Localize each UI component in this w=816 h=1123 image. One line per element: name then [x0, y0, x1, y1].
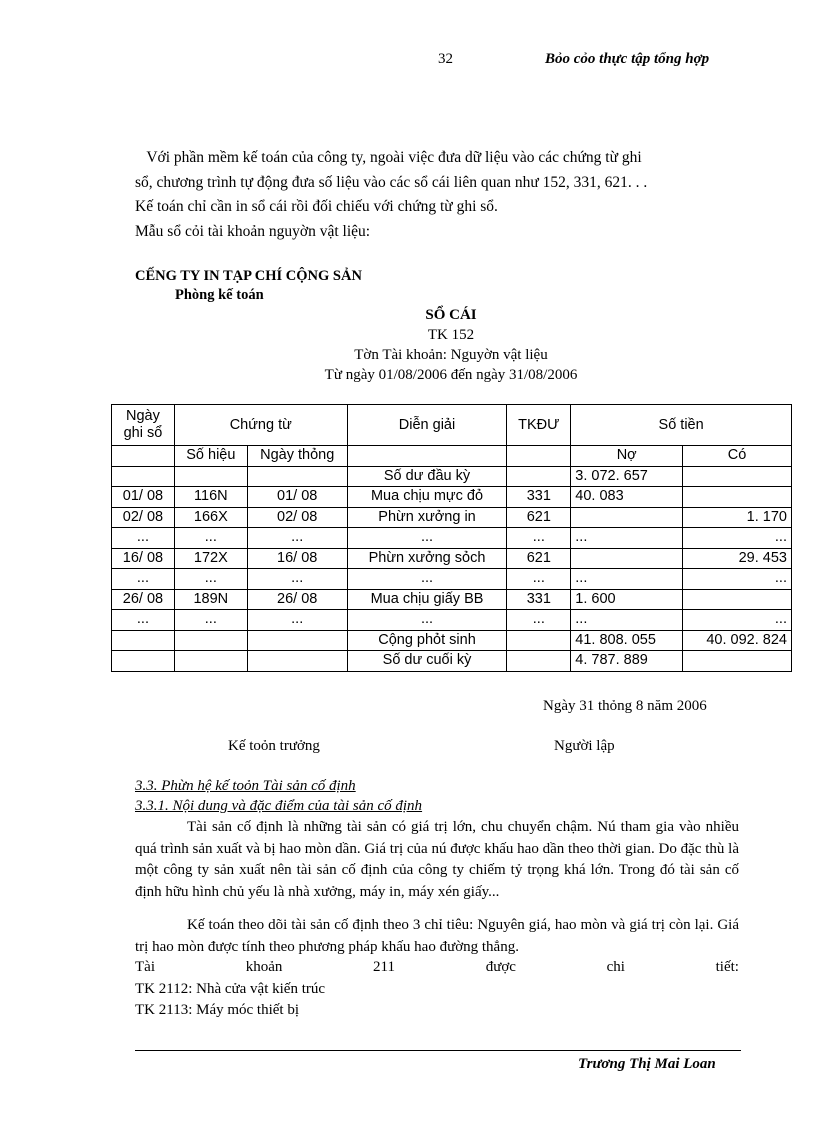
- table-cell: 40. 092. 824: [683, 630, 792, 651]
- table-cell: 166X: [174, 507, 247, 528]
- header-title: Bỏo cỏo thực tập tổng hợp: [545, 51, 710, 67]
- ledger-title: SỔ CÁI: [425, 307, 477, 323]
- detail-word: được: [485, 959, 516, 975]
- table-cell: ...: [571, 528, 683, 549]
- table-row: [112, 507, 792, 528]
- table-cell: 1. 600: [571, 589, 683, 610]
- table-cell: 621: [507, 548, 571, 569]
- detail-word: tiết:: [715, 959, 739, 975]
- company-name: CẾNG TY IN TẠP CHÍ CỘNG SẢN: [135, 268, 362, 284]
- table-cell: Mua chịu giấy BB: [347, 589, 507, 610]
- table-cell: [247, 630, 347, 651]
- table-cell: ...: [112, 569, 175, 590]
- table-cell: [683, 466, 792, 487]
- table-cell: [683, 651, 792, 672]
- header-voucher-no: Số hiệu: [174, 446, 247, 467]
- table-cell: ...: [347, 528, 507, 549]
- body-paragraph: Tài sản cố định là những tài sản có giá trị lớn, chu chuyển chậm. Nú tham gia vào nhiều quá trình sản xuất và bị hao mòn dần. Giá trị của nú được khấu hao dần theo thời gian. Do đặc thù là một công ty sản xuất nên tài sản cố định của công ty chiếm tỷ trọng khá lớn. Trong đó tài sản cố định hữu hình chủ yếu là nhà xưởng, máy in, máy xén giấy...: [135, 819, 739, 900]
- header-voucher-date: Ngày thỏng: [247, 446, 347, 467]
- table-cell: [174, 651, 247, 672]
- table-cell: [507, 630, 571, 651]
- intro-paragraph: [135, 146, 739, 244]
- table-subheader-row: [112, 446, 792, 467]
- table-cell: ...: [174, 569, 247, 590]
- table-cell: Phừn xưởng in: [347, 507, 507, 528]
- ledger-account-name: Tờn Tài khoản: Nguyờn vật liệu: [354, 347, 548, 363]
- table-cell: ...: [683, 569, 792, 590]
- table-cell: ...: [507, 569, 571, 590]
- table-cell: 1. 170: [683, 507, 792, 528]
- detail-word: Tài: [135, 959, 155, 975]
- table-cell: [112, 651, 175, 672]
- table-cell: ...: [571, 569, 683, 590]
- table-cell: [247, 466, 347, 487]
- account-2113: TK 2113: Máy móc thiết bị: [135, 1002, 300, 1018]
- table-cell: Số dư cuối kỳ: [347, 651, 507, 672]
- table-cell: 02/ 08: [112, 507, 175, 528]
- table-cell: [507, 651, 571, 672]
- chief-accountant-label: Kế toỏn trưởng: [228, 738, 320, 754]
- table-cell: ...: [247, 528, 347, 549]
- table-cell: ...: [507, 610, 571, 631]
- table-cell: 4. 787. 889: [571, 651, 683, 672]
- table-cell: ...: [174, 610, 247, 631]
- table-cell: 331: [507, 589, 571, 610]
- table-cell: [112, 630, 175, 651]
- table-cell: ...: [247, 610, 347, 631]
- signature-date: Ngày 31 thỏng 8 năm 2006: [543, 698, 707, 714]
- table-cell: Mua chịu mực đỏ: [347, 487, 507, 508]
- table-cell: 172X: [174, 548, 247, 569]
- header-credit: Có: [683, 446, 792, 467]
- detail-word: 211: [373, 959, 395, 975]
- table-cell: 16/ 08: [112, 548, 175, 569]
- table-cell: [571, 507, 683, 528]
- table-header-row: [112, 405, 792, 446]
- table-row: [112, 466, 792, 487]
- table-row: [112, 630, 792, 651]
- table-cell: [112, 466, 175, 487]
- table-row: [112, 589, 792, 610]
- ledger-table: [111, 404, 792, 672]
- table-cell: ...: [683, 610, 792, 631]
- table-cell: ...: [247, 569, 347, 590]
- table-row: [112, 569, 792, 590]
- table-cell: ...: [112, 610, 175, 631]
- table-row: [112, 548, 792, 569]
- table-cell: 331: [507, 487, 571, 508]
- table-cell: Số dư đầu kỳ: [347, 466, 507, 487]
- intro-line: Kế toán chỉ cần in sổ cái rồi đối chiếu với chứng từ ghi sổ.: [135, 198, 498, 215]
- subsection-heading: 3.3.1. Nội dung và đặc điểm của tài sản cố định: [135, 798, 423, 814]
- table-row: [112, 651, 792, 672]
- account-detail-line: [135, 957, 739, 979]
- header-description: Diễn giải: [347, 405, 507, 446]
- table-cell: 116N: [174, 487, 247, 508]
- account-detail-block: [135, 957, 739, 1022]
- header-voucher: Chứng từ: [174, 405, 347, 446]
- table-row: [112, 610, 792, 631]
- table-cell: ...: [174, 528, 247, 549]
- table-cell: 01/ 08: [247, 487, 347, 508]
- intro-line: Mẫu sổ cỏi tài khoản nguyờn vật liệu:: [135, 222, 371, 240]
- table-cell: [571, 548, 683, 569]
- detail-word: chi: [606, 959, 625, 975]
- footer-divider: [135, 1050, 741, 1051]
- table-cell: [174, 466, 247, 487]
- table-cell: 621: [507, 507, 571, 528]
- table-cell: ...: [683, 528, 792, 549]
- account-2112: TK 2112: Nhà cửa vật kiến trúc: [135, 980, 326, 997]
- table-cell: ...: [507, 528, 571, 549]
- table-row: [112, 528, 792, 549]
- header-debit: Nợ: [571, 446, 683, 467]
- intro-line: Với phần mềm kế toán của công ty, ngoài việc đưa dữ liệu vào các chứng từ ghi: [135, 149, 642, 166]
- department-name: Phòng kế toán: [175, 287, 264, 303]
- section-heading: 3.3. Phừn hệ kế toỏn Tài sản cố định: [135, 778, 356, 794]
- table-row: [112, 487, 792, 508]
- ledger-body: [112, 466, 792, 671]
- page-number: 32: [438, 51, 453, 67]
- header-contra-account: TKĐƯ: [507, 405, 571, 446]
- table-cell: 26/ 08: [112, 589, 175, 610]
- body-paragraph: Kế toán theo dõi tài sản cố định theo 3 chỉ tiêu: Nguyên giá, hao mòn và giá trị còn lại. Giá trị hao mòn được tính theo phương pháp khấu hao đường thẳng.: [135, 917, 739, 955]
- preparer-label: Người lập: [554, 738, 615, 754]
- ledger-period: Từ ngày 01/08/2006 đến ngày 31/08/2006: [324, 367, 578, 383]
- table-cell: ...: [571, 610, 683, 631]
- table-cell: ...: [347, 610, 507, 631]
- header-amount: Số tiền: [571, 405, 792, 446]
- table-cell: 26/ 08: [247, 589, 347, 610]
- table-cell: 01/ 08: [112, 487, 175, 508]
- table-cell: Phừn xưởng sỏch: [347, 548, 507, 569]
- detail-word: khoản: [245, 959, 283, 975]
- table-cell: ...: [112, 528, 175, 549]
- table-cell: [247, 651, 347, 672]
- table-cell: [174, 630, 247, 651]
- table-cell: [683, 487, 792, 508]
- intro-line: sổ, chương trình tự động đưa số liệu vào các sổ cái liên quan như 152, 331, 621. . .: [135, 173, 648, 191]
- table-cell: 29. 453: [683, 548, 792, 569]
- ledger-account: TK 152: [427, 327, 475, 343]
- table-cell: 41. 808. 055: [571, 630, 683, 651]
- table-cell: 189N: [174, 589, 247, 610]
- table-cell: [683, 589, 792, 610]
- table-cell: Cộng phỏt sinh: [347, 630, 507, 651]
- footer-author: Trương Thị Mai Loan: [578, 1056, 716, 1072]
- table-cell: ...: [347, 569, 507, 590]
- header-date: Ngày ghi sổ: [112, 405, 175, 446]
- table-cell: 3. 072. 657: [571, 466, 683, 487]
- table-cell: [507, 466, 571, 487]
- table-cell: 40. 083: [571, 487, 683, 508]
- table-cell: 02/ 08: [247, 507, 347, 528]
- table-cell: 16/ 08: [247, 548, 347, 569]
